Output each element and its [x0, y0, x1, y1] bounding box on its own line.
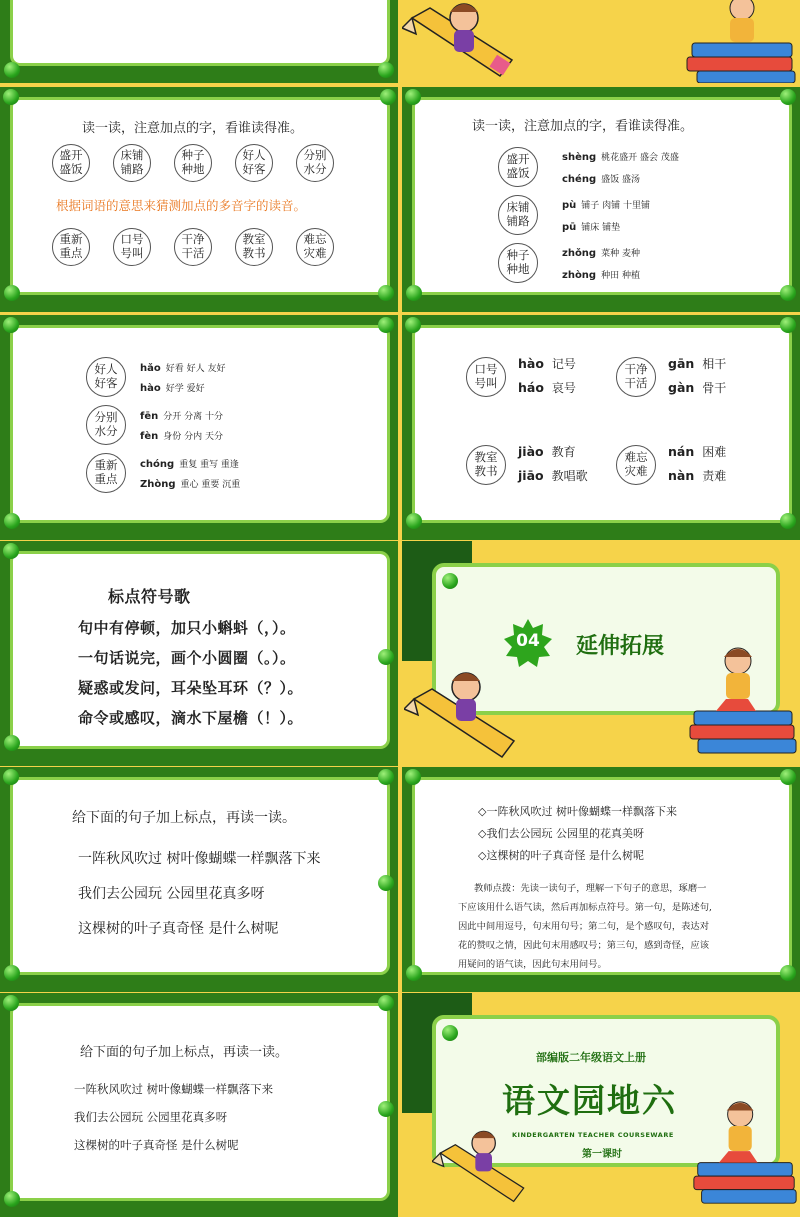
lesson-label: 第一课时	[582, 1149, 622, 1160]
example-words: 困难	[702, 445, 727, 459]
slide-11[interactable]	[0, 993, 398, 1217]
example-words: 相干	[702, 357, 727, 371]
books-girl-illustration	[686, 641, 800, 761]
pinyin: pū	[562, 222, 577, 233]
guide-line: 用疑问的语气读，因此句末用问号。	[458, 959, 607, 970]
pinyin-line	[562, 198, 650, 211]
pinyin: hào	[140, 383, 161, 394]
pinyin-line	[518, 355, 576, 372]
green-dot	[780, 89, 796, 105]
word-circle	[235, 228, 273, 266]
slide-10[interactable]	[402, 767, 800, 992]
pinyin-line	[668, 467, 726, 484]
slide-2[interactable]	[402, 0, 800, 83]
word: 盛开	[59, 148, 83, 163]
sentence: 一阵秋风吹过 树叶像蝴蝶一样飘落下来	[74, 1082, 274, 1096]
word: 铺路	[506, 214, 530, 228]
instruction-text: 给下面的句子加上标点，再读一读。	[72, 810, 296, 826]
green-dot	[405, 317, 421, 333]
word: 教书	[474, 464, 498, 478]
green-dot	[405, 769, 421, 785]
word: 灾难	[303, 246, 327, 260]
song-line: 命令或感叹，滴水下屋檐（！）。	[78, 709, 304, 727]
guide-line: 花的赞叹之情，因此句末用感叹号；第三句，感到奇怪，应该	[458, 940, 710, 951]
word-circle	[616, 445, 656, 485]
slide-3[interactable]	[0, 87, 398, 312]
green-dot	[442, 1025, 458, 1041]
word-circle	[174, 144, 212, 182]
sentence: 我们去公园玩 公园里花真多呀	[74, 1110, 228, 1124]
green-dot	[4, 965, 20, 981]
word: 水分	[94, 424, 118, 438]
green-dot	[780, 317, 796, 333]
word: 干净	[181, 232, 205, 247]
pinyin: háo	[518, 380, 544, 395]
word: 口号	[120, 232, 144, 247]
green-dot	[378, 875, 394, 891]
example-words: 教育	[551, 445, 576, 459]
word: 好人	[242, 148, 266, 163]
example-words: 身份 分内 天分	[163, 432, 223, 442]
sentence: ◇我们去公园玩 公园里的花真美呀	[478, 827, 644, 840]
books-girl-illustration	[682, 0, 800, 83]
word-circle	[616, 357, 656, 397]
slide-5[interactable]	[0, 315, 398, 540]
example-words: 桃花盛开 盛会 茂盛	[601, 153, 679, 163]
word: 好人	[94, 362, 118, 377]
word-circle	[52, 144, 90, 182]
word-circle	[466, 357, 506, 397]
example-words: 盛饭 盛汤	[601, 175, 640, 185]
slide-12[interactable]	[402, 993, 800, 1217]
pinyin-line	[140, 429, 223, 442]
subtitle: 部编版二年级语文上册	[536, 1051, 646, 1064]
word: 难忘	[303, 232, 327, 247]
word: 好客	[242, 162, 266, 176]
slide-8[interactable]	[402, 541, 800, 766]
example-words: 好看 好人 友好	[165, 364, 226, 374]
word: 种子	[181, 148, 205, 163]
word: 分别	[94, 410, 118, 425]
pinyin: nán	[668, 444, 695, 459]
green-dot	[406, 285, 422, 301]
pinyin-line	[562, 172, 640, 185]
example-words: 重心 重要 沉重	[180, 480, 241, 490]
pinyin-line	[140, 477, 240, 490]
pinyin: pù	[562, 200, 577, 211]
guide-line: 因此中间用逗号，句末用句号；第二句，是个感叹句，表达对	[458, 921, 710, 932]
pinyin-line	[668, 379, 726, 396]
slide-card	[412, 325, 792, 523]
example-words: 铺子 肉铺 十里铺	[581, 201, 651, 211]
example-words: 好学 爱好	[165, 384, 205, 394]
example-words: 重复 重写 重逢	[179, 460, 239, 470]
word: 床铺	[506, 200, 530, 215]
sentence: 这棵树的叶子真奇怪 是什么树呢	[74, 1138, 239, 1152]
instruction-text: 读一读，注意加点的字，看谁读得准。	[82, 121, 304, 136]
word-circle	[113, 144, 151, 182]
green-dot	[3, 543, 19, 559]
green-dot	[442, 573, 458, 589]
word-circle	[466, 445, 506, 485]
slide-card	[10, 325, 390, 523]
word-circle	[86, 453, 126, 493]
slide-7[interactable]	[0, 541, 398, 766]
word: 教室	[242, 232, 266, 247]
slide-1[interactable]	[0, 0, 398, 83]
instruction-text: 给下面的句子加上标点，再读一读。	[80, 1045, 289, 1060]
green-dot	[405, 89, 421, 105]
word: 灾难	[624, 464, 648, 478]
word-circle	[498, 147, 538, 187]
word-circle	[498, 195, 538, 235]
example-words: 记号	[551, 357, 576, 371]
pinyin: gàn	[668, 380, 695, 395]
green-dot	[4, 735, 20, 751]
main-title: 语文园地六	[502, 1081, 677, 1120]
pinyin: zhǒng	[562, 248, 597, 259]
word: 难忘	[624, 450, 648, 465]
word: 盛开	[506, 152, 530, 167]
pinyin: fèn	[140, 431, 159, 442]
word-circle	[296, 144, 334, 182]
word: 教室	[474, 450, 498, 465]
word-circle	[235, 144, 273, 182]
section-title: 延伸拓展	[576, 634, 665, 659]
example-words: 菜种 麦种	[601, 249, 640, 259]
word: 重新	[94, 458, 118, 473]
sentence: 一阵秋风吹过 树叶像蝴蝶一样飘落下来	[78, 851, 321, 867]
word: 种子	[506, 248, 530, 263]
example-words: 铺床 铺垫	[581, 223, 621, 233]
word: 号叫	[474, 376, 498, 390]
song-line: 疑惑或发问，耳朵坠耳环（？）。	[78, 679, 304, 697]
word: 种地	[181, 162, 205, 176]
pinyin: jiào	[518, 444, 544, 459]
sentence: 我们去公园玩 公园里花真多呀	[78, 886, 265, 902]
pinyin-line	[562, 220, 620, 233]
pinyin-line	[562, 246, 640, 259]
green-dot	[406, 965, 422, 981]
pinyin-line	[668, 355, 726, 372]
green-dot	[378, 317, 394, 333]
word: 口号	[474, 362, 498, 377]
english-subtitle: KINDERGARTEN TEACHER COURSEWARE	[512, 1131, 674, 1139]
example-words: 种田 种植	[601, 271, 640, 281]
pinyin-line	[140, 381, 205, 394]
slide-6[interactable]	[402, 315, 800, 540]
green-dot	[4, 513, 20, 529]
pinyin: jiāo	[518, 468, 544, 483]
green-dot	[3, 995, 19, 1011]
word: 种地	[506, 262, 530, 276]
song-line: 一句话说完，画个小圆圈（。）。	[78, 649, 296, 667]
word: 重点	[59, 246, 83, 260]
word: 重点	[94, 472, 118, 486]
word: 号叫	[120, 246, 144, 260]
word: 教书	[242, 246, 266, 260]
green-dot	[378, 285, 394, 301]
word: 铺路	[120, 162, 144, 176]
pinyin: chóng	[140, 459, 175, 470]
pinyin: zhòng	[562, 270, 597, 281]
green-dot	[4, 1191, 20, 1207]
green-dot	[380, 89, 396, 105]
pinyin-line	[140, 361, 225, 374]
pinyin: hǎo	[140, 363, 161, 374]
sentence: ◇一阵秋风吹过 树叶像蝴蝶一样飘落下来	[478, 805, 677, 818]
song-line: 句中有停顿，加只小蝌蚪（，）。	[78, 619, 296, 637]
slide-card	[10, 0, 390, 66]
word-circle	[113, 228, 151, 266]
green-dot	[780, 769, 796, 785]
pinyin: gān	[668, 356, 695, 371]
pinyin-line	[518, 443, 576, 460]
pinyin: shèng	[562, 152, 597, 163]
example-words: 教唱歌	[551, 469, 588, 483]
pinyin-line	[140, 409, 223, 422]
sentence: ◇这棵树的叶子真奇怪 是什么树呢	[478, 849, 644, 862]
slide-9[interactable]	[0, 767, 398, 992]
green-dot	[378, 62, 394, 78]
green-dot	[378, 769, 394, 785]
teacher-guide	[458, 879, 788, 974]
word: 好客	[94, 376, 118, 390]
green-dot	[3, 89, 19, 105]
books-girl-illustration	[690, 1093, 800, 1213]
pinyin: fēn	[140, 411, 159, 422]
pencil-kid-illustration	[432, 1111, 532, 1216]
section-number: 04	[516, 631, 540, 651]
pencil-kid-illustration	[402, 0, 522, 83]
word: 水分	[303, 162, 327, 176]
pinyin: nàn	[668, 468, 695, 483]
pinyin-line	[562, 150, 679, 163]
song-title: 标点符号歌	[108, 587, 191, 606]
sentence: 这棵树的叶子真奇怪 是什么树呢	[78, 921, 279, 937]
pinyin-line	[140, 457, 239, 470]
word-circle	[174, 228, 212, 266]
slide-card	[10, 1003, 390, 1201]
pinyin: hào	[518, 356, 544, 371]
green-dot	[3, 317, 19, 333]
hint-text: 根据词语的意思来猜测加点的多音字的读音。	[56, 198, 307, 213]
word: 干活	[624, 376, 648, 390]
guide-line: 下应该用什么语气读，然后再加标点符号。第一句，是陈述句,	[458, 902, 712, 913]
example-words: 责难	[702, 469, 727, 483]
pinyin: chéng	[562, 174, 597, 185]
word-circle	[296, 228, 334, 266]
green-dot	[4, 285, 20, 301]
green-dot	[3, 769, 19, 785]
slide-4[interactable]	[402, 87, 800, 312]
pinyin-line	[518, 467, 588, 484]
pinyin-line	[668, 443, 726, 460]
word: 干净	[624, 362, 648, 377]
word: 床铺	[120, 148, 144, 163]
example-words: 骨干	[702, 381, 727, 395]
word: 盛饭	[59, 162, 83, 176]
pinyin-line	[562, 268, 640, 281]
green-dot	[780, 513, 796, 529]
pencil-kid-illustration	[404, 659, 524, 764]
green-dot	[378, 1101, 394, 1117]
word: 重新	[59, 232, 83, 247]
word-circle	[498, 243, 538, 283]
word: 盛饭	[506, 166, 530, 180]
green-dot	[378, 649, 394, 665]
word-circle	[86, 357, 126, 397]
word: 分别	[303, 148, 327, 163]
example-words: 哀号	[551, 381, 576, 395]
instruction-text: 读一读，注意加点的字，看谁读得准。	[472, 119, 694, 134]
word: 干活	[181, 246, 205, 260]
pinyin-line	[518, 379, 576, 396]
example-words: 分开 分离 十分	[163, 412, 223, 422]
word-circle	[52, 228, 90, 266]
pinyin: Zhòng	[140, 479, 176, 490]
green-dot	[780, 285, 796, 301]
green-dot	[378, 995, 394, 1011]
green-dot	[406, 513, 422, 529]
word-circle	[86, 405, 126, 445]
green-dot	[4, 62, 20, 78]
guide-line: 教师点拨：先读一读句子，理解一下句子的意思，琢磨一	[474, 883, 707, 894]
